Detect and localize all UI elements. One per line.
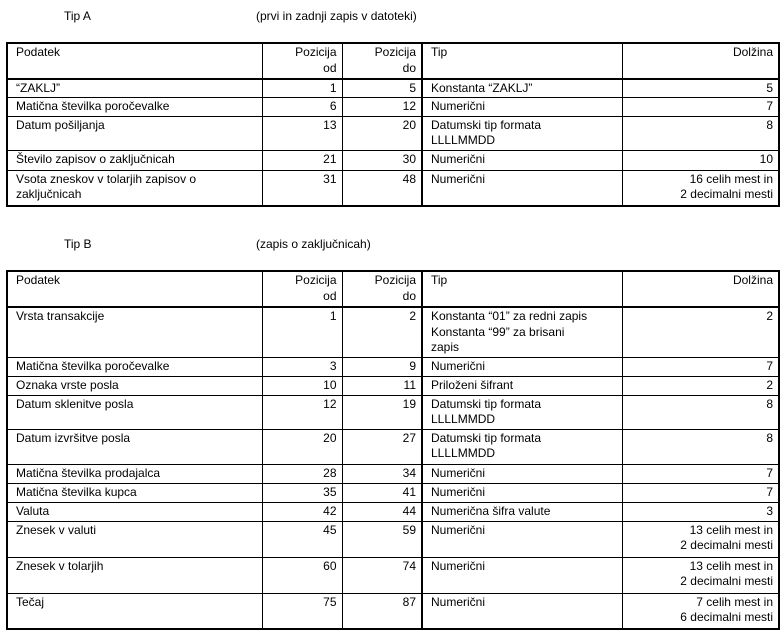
tip-a-label: Tip A	[64, 9, 91, 23]
cell-do: 30	[342, 150, 422, 170]
table-row	[7, 464, 779, 483]
table-row	[7, 593, 779, 629]
cell-podatek: Matična številka kupca	[7, 483, 262, 502]
cell-do: 9	[342, 357, 422, 376]
cell-tip: Konstanta “01” za redni zapis Konstanta “99” za brisani zapis	[422, 307, 622, 357]
cell-dolzina: 8	[622, 395, 779, 429]
table-row	[7, 502, 779, 521]
header-pozicija-do: Pozicija do	[342, 271, 422, 307]
cell-do: 34	[342, 464, 422, 483]
cell-tip: Numerični	[422, 150, 622, 170]
table-row	[7, 395, 779, 429]
cell-podatek: Vrsta transakcije	[7, 307, 262, 357]
cell-do: 87	[342, 593, 422, 629]
cell-tip: Numerična šifra valute	[422, 502, 622, 521]
cell-od: 28	[262, 464, 342, 483]
cell-podatek: Valuta	[7, 502, 262, 521]
table-row	[7, 97, 779, 116]
header-podatek: Podatek	[7, 43, 262, 79]
cell-do: 5	[342, 79, 422, 97]
tip-a-table	[6, 42, 780, 207]
table-row	[7, 170, 779, 206]
cell-dolzina: 7	[622, 483, 779, 502]
cell-do: 44	[342, 502, 422, 521]
cell-podatek: Matična številka poročevalke	[7, 357, 262, 376]
table-row	[7, 150, 779, 170]
cell-podatek: Matična številka poročevalke	[7, 97, 262, 116]
cell-podatek: Matična številka prodajalca	[7, 464, 262, 483]
cell-od: 45	[262, 521, 342, 557]
table-row	[7, 79, 779, 97]
cell-podatek: Datum sklenitve posla	[7, 395, 262, 429]
cell-od: 31	[262, 170, 342, 206]
cell-tip: Numerični	[422, 521, 622, 557]
cell-tip: Numerični	[422, 97, 622, 116]
cell-dolzina: 2	[622, 376, 779, 395]
cell-od: 3	[262, 357, 342, 376]
cell-podatek: Znesek v tolarjih	[7, 557, 262, 593]
header-pozicija-od: Pozicija od	[262, 271, 342, 307]
cell-od: 20	[262, 429, 342, 464]
cell-podatek: Datum izvršitve posla	[7, 429, 262, 464]
cell-dolzina: 16 celih mest in 2 decimalni mesti	[622, 170, 779, 206]
cell-podatek: Vsota zneskov v tolarjih zapisov o zaključnicah	[7, 170, 262, 206]
cell-dolzina: 8	[622, 116, 779, 150]
header-pozicija-do: Pozicija do	[342, 43, 422, 79]
cell-dolzina: 5	[622, 79, 779, 97]
cell-tip: Numerični	[422, 464, 622, 483]
cell-dolzina: 7	[622, 357, 779, 376]
cell-do: 19	[342, 395, 422, 429]
cell-tip: Datumski tip formata LLLLMMDD	[422, 395, 622, 429]
table-row	[7, 307, 779, 357]
cell-podatek: Število zapisov o zaključnicah	[7, 150, 262, 170]
table-row	[7, 116, 779, 150]
tip-a-header-row	[7, 43, 779, 79]
cell-od: 75	[262, 593, 342, 629]
header-dolzina: Dolžina	[622, 271, 779, 307]
cell-tip: Priloženi šifrant	[422, 376, 622, 395]
cell-tip: Numerični	[422, 483, 622, 502]
cell-do: 48	[342, 170, 422, 206]
cell-podatek: “ZAKLJ”	[7, 79, 262, 97]
cell-dolzina: 10	[622, 150, 779, 170]
cell-do: 20	[342, 116, 422, 150]
table-row	[7, 357, 779, 376]
table-row	[7, 429, 779, 464]
cell-od: 1	[262, 79, 342, 97]
header-pozicija-od: Pozicija od	[262, 43, 342, 79]
tip-b-label: Tip B	[64, 237, 92, 251]
table-row	[7, 483, 779, 502]
cell-dolzina: 7	[622, 97, 779, 116]
header-podatek: Podatek	[7, 271, 262, 307]
cell-od: 6	[262, 97, 342, 116]
cell-do: 2	[342, 307, 422, 357]
cell-tip: Konstanta “ZAKLJ”	[422, 79, 622, 97]
cell-od: 1	[262, 307, 342, 357]
cell-od: 21	[262, 150, 342, 170]
tip-b-table	[6, 270, 780, 630]
cell-do: 59	[342, 521, 422, 557]
cell-od: 13	[262, 116, 342, 150]
cell-podatek: Datum pošiljanja	[7, 116, 262, 150]
tip-b-note: (zapis o zaključnicah)	[256, 237, 371, 251]
cell-podatek: Znesek v valuti	[7, 521, 262, 557]
cell-do: 12	[342, 97, 422, 116]
cell-od: 35	[262, 483, 342, 502]
cell-dolzina: 13 celih mest in 2 decimalni mesti	[622, 557, 779, 593]
tip-b-header-row	[7, 271, 779, 307]
cell-tip: Numerični	[422, 357, 622, 376]
cell-od: 60	[262, 557, 342, 593]
tip-a-note: (prvi in zadnji zapis v datoteki)	[256, 9, 417, 23]
cell-tip: Numerični	[422, 170, 622, 206]
cell-do: 27	[342, 429, 422, 464]
cell-dolzina: 7	[622, 464, 779, 483]
cell-tip: Numerični	[422, 557, 622, 593]
cell-dolzina: 7 celih mest in 6 decimalni mesti	[622, 593, 779, 629]
cell-dolzina: 13 celih mest in 2 decimalni mesti	[622, 521, 779, 557]
cell-do: 11	[342, 376, 422, 395]
cell-od: 42	[262, 502, 342, 521]
cell-dolzina: 2	[622, 307, 779, 357]
cell-tip: Numerični	[422, 593, 622, 629]
cell-podatek: Tečaj	[7, 593, 262, 629]
cell-dolzina: 8	[622, 429, 779, 464]
table-row	[7, 376, 779, 395]
cell-do: 74	[342, 557, 422, 593]
table-row	[7, 557, 779, 593]
cell-od: 12	[262, 395, 342, 429]
cell-tip: Datumski tip formata LLLLMMDD	[422, 116, 622, 150]
cell-podatek: Oznaka vrste posla	[7, 376, 262, 395]
cell-tip: Datumski tip formata LLLLMMDD	[422, 429, 622, 464]
cell-od: 10	[262, 376, 342, 395]
table-row	[7, 521, 779, 557]
header-tip: Tip	[422, 43, 622, 79]
cell-do: 41	[342, 483, 422, 502]
header-dolzina: Dolžina	[622, 43, 779, 79]
header-tip: Tip	[422, 271, 622, 307]
cell-dolzina: 3	[622, 502, 779, 521]
